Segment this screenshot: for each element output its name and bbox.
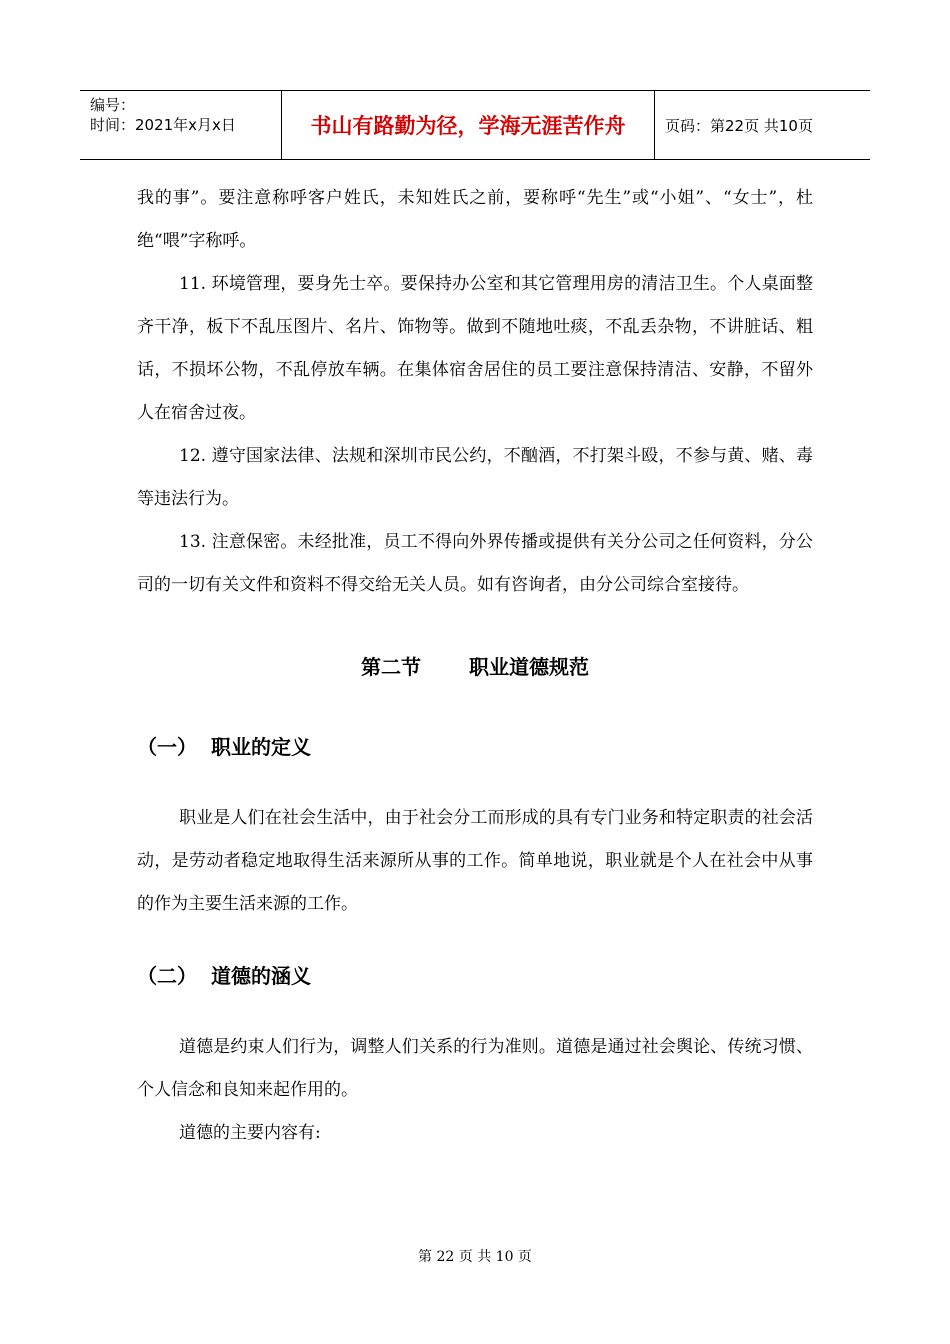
paragraph-item-13: 13. 注意保密。未经批准，员工不得向外界传播或提供有关分公司之任何资料，分公司的一切有关文件和资料不得交给无关人员。如有咨询者，由分公司综合室接待。 bbox=[137, 532, 813, 595]
document-number-label: 编号： bbox=[90, 96, 136, 114]
paragraph-item-11: 11. 环境管理，要身先士卒。要保持办公室和其它管理用房的清洁卫生。个人桌面整齐干净，板下不乱压图片、名片、饰物等。做到不随地吐痰，不乱丢杂物，不讲脏话、粗话，不损坏公物，不乱停放车辆。在集体宿舍居住的员工要注意保持清洁、安静，不留外人在宿舍过夜。 bbox=[137, 274, 813, 423]
document-body bbox=[137, 177, 813, 1155]
header-motto: 书山有路勤为径，学海无涯苦作舟 bbox=[282, 91, 655, 159]
subsection-heading-2 bbox=[137, 956, 813, 996]
paragraph-continuation: 我的事”。要注意称呼客户姓氏，未知姓氏之前，要称呼“先生”或“小姐”、“女士”，杜绝“喂”字称呼。 bbox=[137, 188, 813, 251]
page-footer: 第 22 页 共 10 页 bbox=[418, 1249, 532, 1265]
subsection-number: （二） bbox=[137, 964, 197, 988]
page-header bbox=[80, 90, 870, 160]
paragraph-morality-content-intro: 道德的主要内容有: bbox=[179, 1123, 321, 1143]
document-time-label: 时间：2021年x月x日 bbox=[90, 116, 236, 134]
section-heading bbox=[137, 647, 813, 687]
section-title: 职业道德规范 bbox=[469, 655, 589, 679]
paragraph-occupation-definition: 职业是人们在社会生活中，由于社会分工而形成的具有专门业务和特定职责的社会活动，是劳动者稳定地取得生活来源所从事的工作。简单地说，职业就是个人在社会中从事的作为主要生活来源的工作。 bbox=[137, 808, 813, 914]
header-meta bbox=[80, 91, 282, 159]
section-number: 第二节 bbox=[361, 655, 421, 679]
paragraph-morality-meaning: 道德是约束人们行为，调整人们关系的行为准则。道德是通过社会舆论、传统习惯、个人信念和良知来起作用的。 bbox=[137, 1037, 813, 1100]
subsection-number: （一） bbox=[137, 735, 197, 759]
paragraph-item-12: 12. 遵守国家法律、法规和深圳市民公约，不酗酒，不打架斗殴，不参与黄、赌、毒等违法行为。 bbox=[137, 446, 813, 509]
header-page-label: 页码：第22页 共10页 bbox=[665, 116, 813, 135]
subsection-title: 职业的定义 bbox=[211, 735, 311, 759]
subsection-title: 道德的涵义 bbox=[211, 964, 311, 988]
subsection-heading-1 bbox=[137, 727, 813, 767]
